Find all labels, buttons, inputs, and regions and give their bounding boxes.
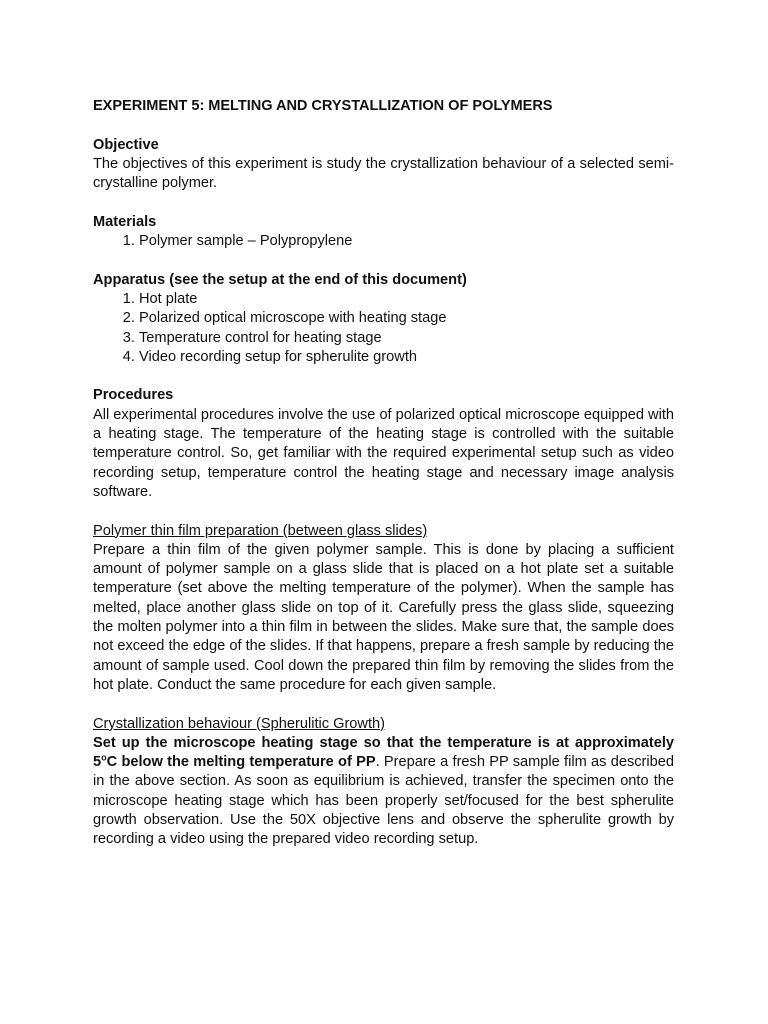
list-item: 4. Video recording setup for spherulite growth	[139, 348, 674, 367]
thin-film-text: Prepare a thin film of the given polymer sample. This is done by placing a sufficient amount of polymer sample on a glass slide that is placed on a hot plate set a suitable temperature (set above the melting temperature of the polymer). When the sample has melted, place another glass slide on top of it. Carefully press the glass slide, squeezing the molten polymer into a thin film in between the slides. Make sure that, the sample does not exceed the edge of the slides. If that happens, prepare a fresh sample by reducing the amount of sample used. Cool down the prepared thin film by removing the slides from the hot plate. Conduct the same procedure for each given sample.	[93, 541, 674, 693]
spacer	[93, 251, 674, 270]
crystallization-bold-part1: Set up the microscope heating stage so that the temperature is at approximately 5	[93, 734, 674, 771]
list-item: 1. Hot plate	[139, 290, 674, 309]
thin-film-heading: Polymer thin film preparation (between glass slides)	[93, 522, 428, 539]
spacer	[93, 695, 674, 714]
degree-superscript: o	[101, 752, 107, 763]
list-item: 2. Polarized optical microscope with heating stage	[139, 309, 674, 328]
objective-text: The objectives of this experiment is study the crystallization behaviour of a selected semi-crystalline polymer.	[93, 155, 674, 192]
apparatus-heading: Apparatus (see the setup at the end of this document)	[93, 271, 467, 288]
crystallization-bold-part2: C below the melting temperature of PP	[106, 754, 376, 771]
materials-heading: Materials	[93, 213, 157, 230]
procedures-heading: Procedures	[93, 387, 174, 404]
objective-heading: Objective	[93, 136, 159, 153]
crystallization-body: . Prepare a fresh PP sample film as described in the above section. As soon as equilibrium is achieved, transfer the specimen onto the microscope heating stage which has been properly set/focused for the best spherulite growth observation. Use the 50X objective lens and observe the spherulite growth by recording a video using the prepared video recording setup.	[93, 754, 674, 848]
materials-list	[93, 232, 674, 251]
list-item: 3. Temperature control for heating stage	[139, 329, 674, 348]
list-item: 1. Polymer sample – Polypropylene	[139, 232, 674, 251]
crystallization-heading: Crystallization behaviour (Spherulitic Growth)	[93, 715, 385, 732]
apparatus-list	[93, 290, 674, 367]
spacer	[93, 502, 674, 521]
document-title: EXPERIMENT 5: MELTING AND CRYSTALLIZATION OF POLYMERS	[93, 98, 553, 114]
procedures-text: All experimental procedures involve the use of polarized optical microscope equipped with a heating stage. The temperature of the heating stage is controlled with the suitable temperature control. So, get familiar with the required experimental setup such as video recording setup, temperature control the heating stage and necessary image analysis software.	[93, 406, 674, 500]
spacer	[93, 193, 674, 212]
spacer	[93, 367, 674, 386]
crystallization-text	[93, 734, 674, 850]
